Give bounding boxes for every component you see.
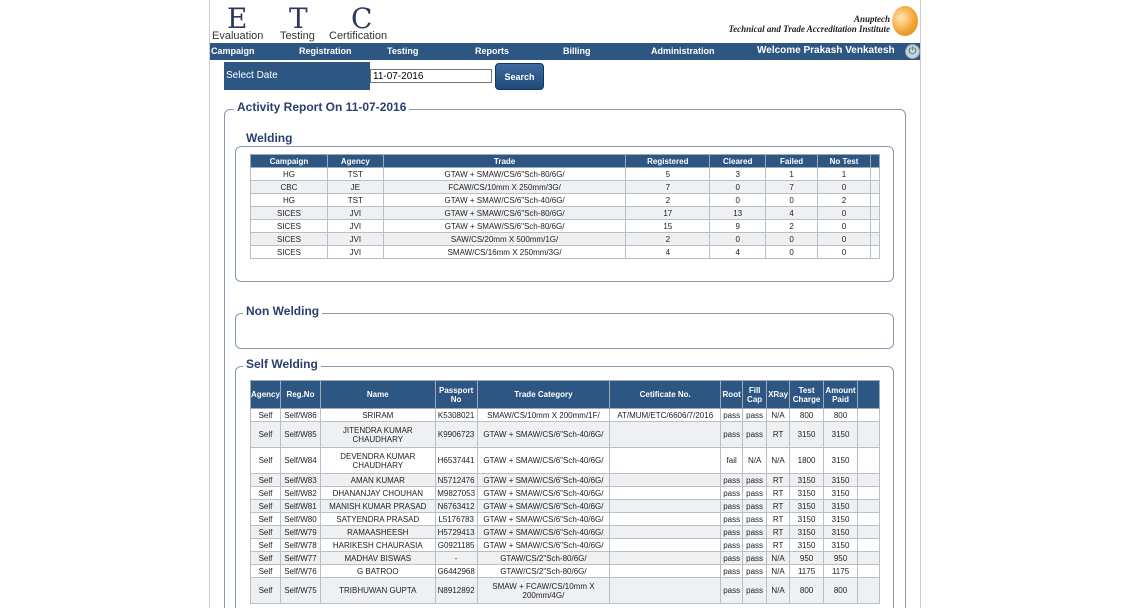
welding-cell: 0 bbox=[766, 233, 818, 246]
nav-campaign[interactable]: Campaign bbox=[211, 46, 255, 56]
self-welding-cell: pass bbox=[721, 565, 743, 578]
self-welding-cell: Self/W77 bbox=[280, 552, 320, 565]
nav-testing[interactable]: Testing bbox=[387, 46, 419, 56]
self-welding-cell: Self/W83 bbox=[280, 474, 320, 487]
self-welding-cell: 1800 bbox=[790, 448, 824, 474]
nav-reports[interactable]: Reports bbox=[475, 46, 510, 56]
self-welding-cell: GTAW + SMAW/CS/6"Sch-40/6G/ bbox=[477, 448, 610, 474]
welding-row bbox=[251, 207, 880, 220]
self-welding-cell: pass bbox=[743, 409, 767, 422]
welding-cell: JVI bbox=[327, 246, 383, 259]
self-welding-cell bbox=[610, 552, 721, 565]
self-welding-cell: 3150 bbox=[824, 500, 858, 513]
self-welding-cell: Self/W75 bbox=[280, 578, 320, 604]
welding-cell: GTAW + SMAW/SS/6"Sch-80/6G/ bbox=[383, 220, 626, 233]
self-welding-row bbox=[251, 552, 880, 565]
self-welding-cell: RT bbox=[767, 487, 790, 500]
welding-cell: TST bbox=[327, 168, 383, 181]
self-welding-cell: RT bbox=[767, 422, 790, 448]
self-welding-cell: G6442968 bbox=[435, 565, 477, 578]
self-welding-cell: 3150 bbox=[790, 539, 824, 552]
welding-cell: GTAW + SMAW/CS/6"Sch-80/6G/ bbox=[383, 168, 626, 181]
welding-cell-spacer bbox=[870, 168, 879, 181]
welding-cell-spacer bbox=[870, 181, 879, 194]
welding-row bbox=[251, 168, 880, 181]
power-icon[interactable]: ⏻ bbox=[905, 44, 920, 59]
self-welding-cell: pass bbox=[721, 422, 743, 448]
self-welding-header-cetificate-no: Cetificate No. bbox=[610, 381, 721, 409]
welding-cell: 1 bbox=[766, 168, 818, 181]
self-welding-cell: pass bbox=[743, 487, 767, 500]
self-welding-cell: Self bbox=[251, 409, 281, 422]
self-welding-cell: pass bbox=[743, 513, 767, 526]
self-welding-cell: 800 bbox=[824, 409, 858, 422]
welding-cell: 17 bbox=[626, 207, 710, 220]
welding-cell: 2 bbox=[818, 194, 871, 207]
self-welding-cell: GTAW + SMAW/CS/6"Sch-40/6G/ bbox=[477, 487, 610, 500]
self-welding-cell: Self/W79 bbox=[280, 526, 320, 539]
self-welding-cell: RT bbox=[767, 474, 790, 487]
self-welding-cell: SRIRAM bbox=[320, 409, 435, 422]
welding-header-agency: Agency bbox=[327, 155, 383, 168]
date-input[interactable] bbox=[370, 69, 492, 83]
self-welding-cell: - bbox=[435, 552, 477, 565]
self-welding-cell: RT bbox=[767, 500, 790, 513]
logo-letter-t: T bbox=[289, 2, 308, 35]
self-welding-row bbox=[251, 513, 880, 526]
self-welding-cell: Self bbox=[251, 526, 281, 539]
welding-row bbox=[251, 220, 880, 233]
etc-page bbox=[209, 0, 921, 608]
self-welding-cell: pass bbox=[721, 500, 743, 513]
welding-cell-spacer bbox=[870, 220, 879, 233]
select-date-label: Select Date bbox=[224, 62, 370, 90]
welding-cell: 0 bbox=[710, 194, 766, 207]
self-welding-cell: GTAW + SMAW/CS/6"Sch-40/6G/ bbox=[477, 422, 610, 448]
self-welding-cell: 1175 bbox=[824, 565, 858, 578]
self-welding-cell: pass bbox=[721, 539, 743, 552]
self-welding-cell: K9906723 bbox=[435, 422, 477, 448]
self-welding-cell bbox=[610, 565, 721, 578]
self-welding-cell-spacer bbox=[858, 487, 880, 500]
welding-header-trade: Trade bbox=[383, 155, 626, 168]
welding-row bbox=[251, 194, 880, 207]
search-button[interactable]: Search bbox=[495, 63, 544, 90]
welding-cell: 0 bbox=[766, 246, 818, 259]
self-welding-cell: pass bbox=[743, 500, 767, 513]
nav-registration[interactable]: Registration bbox=[299, 46, 352, 56]
org-sun-logo bbox=[892, 6, 918, 36]
nav-billing[interactable]: Billing bbox=[563, 46, 591, 56]
welding-header-registered: Registered bbox=[626, 155, 710, 168]
self-welding-cell: 800 bbox=[790, 578, 824, 604]
self-welding-cell: M9827053 bbox=[435, 487, 477, 500]
self-welding-cell-spacer bbox=[858, 474, 880, 487]
self-welding-cell: 3150 bbox=[824, 513, 858, 526]
self-welding-cell: L5176783 bbox=[435, 513, 477, 526]
logo-word-certification: Certification bbox=[329, 30, 388, 42]
self-welding-cell: 3150 bbox=[790, 474, 824, 487]
welding-cell: SICES bbox=[251, 220, 328, 233]
self-welding-cell-spacer bbox=[858, 539, 880, 552]
self-welding-cell: Self bbox=[251, 448, 281, 474]
self-welding-cell: 3150 bbox=[824, 448, 858, 474]
self-welding-cell: Self bbox=[251, 565, 281, 578]
self-welding-cell: Self bbox=[251, 474, 281, 487]
welding-cell: 4 bbox=[766, 207, 818, 220]
self-welding-cell: Self/W80 bbox=[280, 513, 320, 526]
self-welding-cell: G BATROO bbox=[320, 565, 435, 578]
self-welding-cell: SATYENDRA PRASAD bbox=[320, 513, 435, 526]
self-welding-cell: GTAW/CS/2"Sch-80/6G/ bbox=[477, 565, 610, 578]
activity-report-title: Activity Report On 11-07-2016 bbox=[234, 100, 409, 114]
welding-cell: 1 bbox=[818, 168, 871, 181]
welding-cell: JVI bbox=[327, 220, 383, 233]
welding-cell: 0 bbox=[818, 181, 871, 194]
self-welding-cell: 3150 bbox=[824, 487, 858, 500]
self-welding-cell: pass bbox=[743, 422, 767, 448]
self-welding-cell: Self/W86 bbox=[280, 409, 320, 422]
self-welding-cell: 3150 bbox=[790, 422, 824, 448]
self-welding-cell: N/A bbox=[767, 409, 790, 422]
self-welding-cell: RT bbox=[767, 539, 790, 552]
self-welding-cell: fail bbox=[721, 448, 743, 474]
welding-cell: 2 bbox=[626, 233, 710, 246]
self-welding-cell-spacer bbox=[858, 500, 880, 513]
self-welding-cell: pass bbox=[743, 552, 767, 565]
logo-word-testing: Testing bbox=[280, 30, 315, 42]
self-welding-cell bbox=[610, 539, 721, 552]
self-welding-row bbox=[251, 474, 880, 487]
self-welding-cell: pass bbox=[721, 409, 743, 422]
self-welding-row bbox=[251, 422, 880, 448]
self-welding-cell: N5712476 bbox=[435, 474, 477, 487]
self-welding-cell: 3150 bbox=[824, 539, 858, 552]
welding-cell-spacer bbox=[870, 246, 879, 259]
self-welding-cell: Self/W81 bbox=[280, 500, 320, 513]
self-welding-cell: 3150 bbox=[824, 422, 858, 448]
self-welding-cell: N/A bbox=[767, 565, 790, 578]
welding-cell: 9 bbox=[710, 220, 766, 233]
self-welding-row bbox=[251, 487, 880, 500]
self-welding-cell: G0921185 bbox=[435, 539, 477, 552]
self-welding-row bbox=[251, 500, 880, 513]
self-welding-cell: MANISH KUMAR PRASAD bbox=[320, 500, 435, 513]
self-welding-cell: Self bbox=[251, 578, 281, 604]
welding-cell: 0 bbox=[710, 181, 766, 194]
self-welding-cell: 3150 bbox=[790, 487, 824, 500]
welding-cell-spacer bbox=[870, 194, 879, 207]
self-welding-cell: DHANANJAY CHOUHAN bbox=[320, 487, 435, 500]
self-welding-cell: pass bbox=[721, 474, 743, 487]
welding-cell: 13 bbox=[710, 207, 766, 220]
self-welding-cell: JITENDRA KUMAR CHAUDHARY bbox=[320, 422, 435, 448]
self-welding-cell bbox=[610, 500, 721, 513]
self-welding-cell: GTAW + SMAW/CS/6"Sch-40/6G/ bbox=[477, 513, 610, 526]
self-welding-cell: pass bbox=[743, 526, 767, 539]
self-welding-header-root: Root bbox=[721, 381, 743, 409]
self-welding-cell: Self/W85 bbox=[280, 422, 320, 448]
self-welding-cell: Self/W78 bbox=[280, 539, 320, 552]
self-welding-cell: SMAW/CS/10mm X 200mm/1F/ bbox=[477, 409, 610, 422]
welding-cell: 7 bbox=[766, 181, 818, 194]
welding-cell: CBC bbox=[251, 181, 328, 194]
welding-header-no-test: No Test bbox=[818, 155, 871, 168]
org-line2: Technical and Trade Accreditation Institute bbox=[728, 24, 890, 34]
welding-title: Welding bbox=[243, 131, 295, 145]
self-welding-cell: pass bbox=[743, 565, 767, 578]
self-welding-cell: MADHAV BISWAS bbox=[320, 552, 435, 565]
self-welding-header-spacer bbox=[858, 381, 880, 409]
welding-header-cleared: Cleared bbox=[710, 155, 766, 168]
welding-header-spacer bbox=[870, 155, 879, 168]
self-welding-header-passport-no: Passport No bbox=[435, 381, 477, 409]
self-welding-cell: TRIBHUWAN GUPTA bbox=[320, 578, 435, 604]
self-welding-cell: K5308021 bbox=[435, 409, 477, 422]
welding-cell: HG bbox=[251, 194, 328, 207]
self-welding-cell: GTAW + SMAW/CS/6"Sch-40/6G/ bbox=[477, 500, 610, 513]
self-welding-cell: H5729413 bbox=[435, 526, 477, 539]
welding-cell: SICES bbox=[251, 233, 328, 246]
logo-letter-e: E bbox=[227, 2, 248, 35]
welding-row bbox=[251, 233, 880, 246]
self-welding-cell: Self bbox=[251, 487, 281, 500]
welding-cell: GTAW + SMAW/CS/6"Sch-40/6G/ bbox=[383, 194, 626, 207]
self-welding-table bbox=[250, 380, 880, 604]
self-welding-cell: GTAW/CS/2"Sch-80/6G/ bbox=[477, 552, 610, 565]
welding-cell: 15 bbox=[626, 220, 710, 233]
self-welding-row bbox=[251, 409, 880, 422]
welding-cell: 5 bbox=[626, 168, 710, 181]
welding-cell: JE bbox=[327, 181, 383, 194]
self-welding-cell bbox=[610, 513, 721, 526]
self-welding-cell bbox=[610, 578, 721, 604]
nav-administration[interactable]: Administration bbox=[651, 46, 715, 56]
self-welding-cell: DEVENDRA KUMAR CHAUDHARY bbox=[320, 448, 435, 474]
etc-logo[interactable] bbox=[210, 0, 410, 42]
self-welding-cell: 3150 bbox=[824, 526, 858, 539]
self-welding-cell: 1175 bbox=[790, 565, 824, 578]
self-welding-cell: pass bbox=[743, 578, 767, 604]
self-welding-row bbox=[251, 565, 880, 578]
self-welding-cell bbox=[610, 487, 721, 500]
self-welding-cell: Self/W84 bbox=[280, 448, 320, 474]
self-welding-cell: AMAN KUMAR bbox=[320, 474, 435, 487]
self-welding-cell: HARIKESH CHAURASIA bbox=[320, 539, 435, 552]
self-welding-cell: 800 bbox=[790, 409, 824, 422]
welding-cell: SAW/CS/20mm X 500mm/1G/ bbox=[383, 233, 626, 246]
welding-cell: 0 bbox=[818, 233, 871, 246]
org-line1: Anuptech bbox=[853, 14, 890, 24]
welding-cell: 0 bbox=[766, 194, 818, 207]
welding-cell-spacer bbox=[870, 207, 879, 220]
self-welding-cell bbox=[610, 448, 721, 474]
welding-cell: SMAW/CS/16mm X 250mm/3G/ bbox=[383, 246, 626, 259]
main-nav bbox=[210, 43, 921, 60]
self-welding-cell: 3150 bbox=[790, 500, 824, 513]
welding-cell: GTAW + SMAW/CS/6"Sch-80/6G/ bbox=[383, 207, 626, 220]
self-welding-cell: Self/W82 bbox=[280, 487, 320, 500]
self-welding-cell-spacer bbox=[858, 409, 880, 422]
self-welding-header-test-charge: Test Charge bbox=[790, 381, 824, 409]
self-welding-cell: SMAW + FCAW/CS/10mm X 200mm/4G/ bbox=[477, 578, 610, 604]
self-welding-cell: N6763412 bbox=[435, 500, 477, 513]
welding-cell: HG bbox=[251, 168, 328, 181]
self-welding-cell-spacer bbox=[858, 526, 880, 539]
self-welding-cell: pass bbox=[721, 578, 743, 604]
self-welding-cell: GTAW + SMAW/CS/6"Sch-40/6G/ bbox=[477, 539, 610, 552]
self-welding-cell: GTAW + SMAW/CS/6"Sch-40/6G/ bbox=[477, 526, 610, 539]
self-welding-cell bbox=[610, 526, 721, 539]
logo-letter-c: C bbox=[351, 2, 373, 35]
self-welding-header-amount-paid: Amount Paid bbox=[824, 381, 858, 409]
self-welding-cell: RT bbox=[767, 513, 790, 526]
self-welding-header-trade-category: Trade Category bbox=[477, 381, 610, 409]
self-welding-cell: Self/W76 bbox=[280, 565, 320, 578]
self-welding-cell-spacer bbox=[858, 422, 880, 448]
self-welding-cell: pass bbox=[721, 487, 743, 500]
welding-cell: 2 bbox=[766, 220, 818, 233]
welding-cell-spacer bbox=[870, 233, 879, 246]
welding-cell: JVI bbox=[327, 207, 383, 220]
self-welding-cell: pass bbox=[743, 539, 767, 552]
welding-row bbox=[251, 181, 880, 194]
welding-cell: 4 bbox=[710, 246, 766, 259]
self-welding-cell: Self bbox=[251, 500, 281, 513]
self-welding-cell bbox=[610, 474, 721, 487]
self-welding-row bbox=[251, 526, 880, 539]
self-welding-cell: 950 bbox=[824, 552, 858, 565]
self-welding-cell: Self bbox=[251, 539, 281, 552]
welding-cell: SICES bbox=[251, 246, 328, 259]
welding-cell: SICES bbox=[251, 207, 328, 220]
self-welding-header-fill-cap: Fill Cap bbox=[743, 381, 767, 409]
self-welding-cell-spacer bbox=[858, 513, 880, 526]
org-name bbox=[728, 14, 890, 34]
welding-cell: 0 bbox=[710, 233, 766, 246]
welding-cell: FCAW/CS/10mm X 250mm/3G/ bbox=[383, 181, 626, 194]
welding-cell: 3 bbox=[710, 168, 766, 181]
self-welding-header-name: Name bbox=[320, 381, 435, 409]
welding-row bbox=[251, 246, 880, 259]
self-welding-cell-spacer bbox=[858, 448, 880, 474]
self-welding-cell: N/A bbox=[743, 448, 767, 474]
self-welding-cell: RT bbox=[767, 526, 790, 539]
welding-cell: 0 bbox=[818, 220, 871, 233]
welding-cell: TST bbox=[327, 194, 383, 207]
self-welding-header-agency: Agency bbox=[251, 381, 281, 409]
welding-cell: 7 bbox=[626, 181, 710, 194]
self-welding-header-xray: XRay bbox=[767, 381, 790, 409]
welding-cell: 0 bbox=[818, 207, 871, 220]
welding-cell: JVI bbox=[327, 233, 383, 246]
non-welding-title: Non Welding bbox=[243, 304, 322, 318]
self-welding-cell: RAMAASHEESH bbox=[320, 526, 435, 539]
self-welding-cell: 950 bbox=[790, 552, 824, 565]
welding-cell: 4 bbox=[626, 246, 710, 259]
welding-header-campaign: Campaign bbox=[251, 155, 328, 168]
self-welding-cell: pass bbox=[721, 552, 743, 565]
self-welding-cell: Self bbox=[251, 422, 281, 448]
self-welding-cell: pass bbox=[743, 474, 767, 487]
self-welding-cell: 3150 bbox=[790, 513, 824, 526]
self-welding-cell: N/A bbox=[767, 552, 790, 565]
self-welding-cell: pass bbox=[721, 513, 743, 526]
welcome-text: Welcome Prakash Venkatesh bbox=[757, 45, 895, 56]
self-welding-cell: N/A bbox=[767, 448, 790, 474]
self-welding-row bbox=[251, 539, 880, 552]
self-welding-cell-spacer bbox=[858, 552, 880, 565]
welding-header-failed: Failed bbox=[766, 155, 818, 168]
non-welding-panel bbox=[235, 313, 894, 349]
self-welding-cell-spacer bbox=[858, 578, 880, 604]
self-welding-cell: N8912892 bbox=[435, 578, 477, 604]
self-welding-cell bbox=[610, 422, 721, 448]
self-welding-cell: pass bbox=[721, 526, 743, 539]
self-welding-cell: 3150 bbox=[790, 526, 824, 539]
self-welding-row bbox=[251, 448, 880, 474]
self-welding-cell: Self bbox=[251, 552, 281, 565]
self-welding-cell: N/A bbox=[767, 578, 790, 604]
self-welding-cell: 800 bbox=[824, 578, 858, 604]
welding-table bbox=[250, 154, 880, 259]
self-welding-title: Self Welding bbox=[243, 357, 321, 371]
self-welding-cell: H6537441 bbox=[435, 448, 477, 474]
welding-cell: 2 bbox=[626, 194, 710, 207]
self-welding-cell: 3150 bbox=[824, 474, 858, 487]
self-welding-cell: GTAW + SMAW/CS/6"Sch-40/6G/ bbox=[477, 474, 610, 487]
welding-cell: 0 bbox=[818, 246, 871, 259]
self-welding-cell: AT/MUM/ETC/6606/7/2016 bbox=[610, 409, 721, 422]
self-welding-header-reg-no: Reg.No bbox=[280, 381, 320, 409]
self-welding-cell-spacer bbox=[858, 565, 880, 578]
logo-word-evaluation: Evaluation bbox=[212, 30, 264, 42]
self-welding-cell: Self bbox=[251, 513, 281, 526]
self-welding-row bbox=[251, 578, 880, 604]
